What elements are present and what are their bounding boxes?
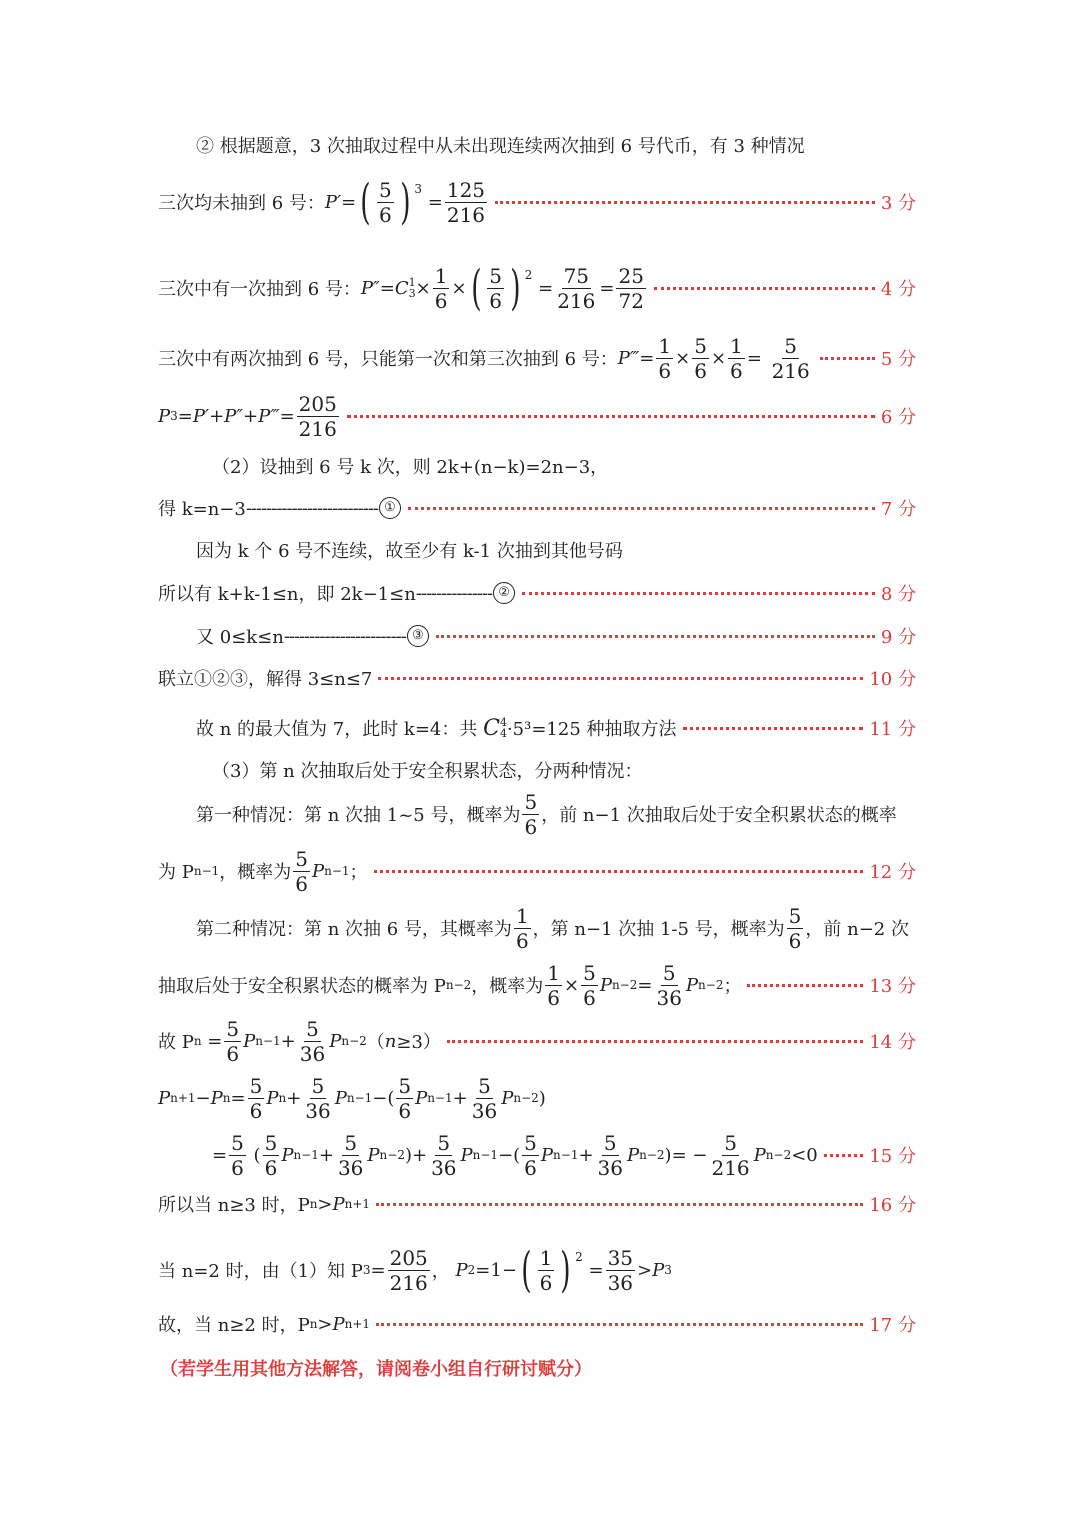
part2-e-text: 又 0≤k≤n <box>196 627 284 648</box>
part2-k-text: 得 k=n−3 <box>158 499 246 520</box>
case-none-text: 三次均未抽到 6 号： <box>158 193 325 214</box>
part3-e-line: 抽取后处于安全积累状态的概率为 P n−2 ，概率为 $\frac{1}{6}$ × $\frac{5}{6}$ P n−2 = $\frac{5}{36}$ P n−2 ； 13 分 <box>158 960 916 1010</box>
dotted-leader <box>824 1154 864 1157</box>
score-mark: 9 分 <box>880 627 916 648</box>
case-two-line <box>158 328 916 388</box>
part2-g-text: 故 n 的最大值为 7，此时 k=4：共 <box>196 719 478 740</box>
score-mark: 16 分 <box>869 1195 916 1216</box>
part3-d-text: 第二种情况：第 n 次抽 6 号，其概率为 <box>196 919 512 940</box>
p2-formula: = $\frac{205}{216}$ ， P 2 =1− ( $\frac{1}{6}$ ) 2 = $\frac{35}{36}$ > P 3 <box>370 1242 672 1298</box>
dotted-leader <box>654 287 875 290</box>
recurrence-formula: = $\frac{5}{6}$ P n−1 + $\frac{5}{36}$ P n−2 （ n ≥3） <box>201 1016 441 1066</box>
score-mark: 11 分 <box>869 719 916 740</box>
part3-g-line <box>158 1068 916 1128</box>
part2-c-text: 因为 k 个 6 号不连续，故至少有 k-1 次抽到其他号码 <box>196 541 623 562</box>
score-mark: 8 分 <box>880 584 916 605</box>
part3-d3-text: ，前 n−2 次 <box>805 919 909 940</box>
part2-d-text: 所以有 k+k-1≤n，即 2k−1≤n <box>158 584 416 605</box>
score-mark: 13 分 <box>869 976 916 997</box>
part3-k-line: 故，当 n≥2 时，P n > P n+1 17 分 <box>158 1294 916 1354</box>
part2-g2-text: ·5³=125 种抽取方法 <box>506 719 677 740</box>
dotted-leader <box>447 1040 863 1043</box>
difference-formula: P n+1 − P n = $\frac{5}{6}$ P n + $\frac{5}{36}$ P n−1 −( $\frac{5}{6}$ P n−1 + $\frac{5}{36}$ P n−2 ) <box>158 1073 546 1123</box>
part3-i-line: 所以当 n≥3 时，P n > P n+1 16 分 <box>158 1174 916 1234</box>
difference-expansion: = $\frac{5}{6}$ ( $\frac{5}{6}$ P n−1 + $\frac{5}{36}$ P n−2 )+ $\frac{5}{36}$ P n−1 −( $\frac{5}{6}$ P n−1 + $\frac{5}{36}$ P n−2 )= − $\frac{5}{216}$ P n−2 <0 <box>212 1130 818 1180</box>
case-none-line <box>158 172 916 232</box>
formula-p3: P‴ = $\frac{1}{6}$ × $\frac{5}{6}$ × $\frac{1}{6}$ = $\frac{5}{216}$ <box>617 333 810 383</box>
dotted-leader <box>376 1203 863 1206</box>
score-mark: 10 分 <box>869 669 916 690</box>
part3-e2-text: ，概率为 <box>471 976 544 997</box>
score-mark: 4 分 <box>880 279 916 300</box>
dash-leader: ------------------------ <box>283 625 406 647</box>
part3-f-line: 故 P n = $\frac{5}{6}$ P n−1 + $\frac{5}{36}$ P n−2 （ n ≥3） 14 分 <box>158 1016 916 1066</box>
dotted-leader <box>683 727 864 730</box>
dotted-leader <box>495 201 875 204</box>
part3-e-text: 抽取后处于安全积累状态的概率为 P <box>158 976 446 997</box>
case-two-text: 三次中有两次抽到 6 号，只能第一次和第三次抽到 6 号： <box>158 349 618 370</box>
score-mark: 6 分 <box>880 407 916 428</box>
grading-note: （若学生用其他方法解答，请阅卷小组自行研讨赋分） <box>160 1359 592 1380</box>
dotted-leader <box>747 984 863 987</box>
score-mark: 12 分 <box>869 862 916 883</box>
case-one-text: 三次中有一次抽到 6 号： <box>158 279 361 300</box>
circled-three: ③ <box>407 625 429 647</box>
part3-c-line: 为 P n−1 ，概率为 $\frac{5}{6}$ P n−1 ； 12 分 <box>158 846 916 896</box>
formula-p1: P′ = ( $\frac{5}{6}$ ) 3 = $\frac{125}{216}$ <box>324 174 486 230</box>
part3-intro-text: （3）第 n 次抽取后处于安全积累状态，分两种情况： <box>212 761 643 782</box>
header-line <box>196 115 916 175</box>
part3-j-text: 当 n=2 时，由（1）知 P <box>158 1261 363 1282</box>
score-mark: 14 分 <box>869 1032 916 1053</box>
dotted-leader <box>374 870 864 873</box>
part3-d2-text: ，第 n−1 次抽 1-5 号，概率为 <box>532 919 785 940</box>
formula-p2: P″ = C 1 3 × $\frac{1}{6}$ × ( $\frac{5}{6}$ ) 2 = $\frac{75}{216}$ = $\frac{25}{72}$ <box>360 260 644 316</box>
frac-5-6: $\frac{5}{6}$ <box>788 903 802 953</box>
part3-k-text: 故，当 n≥2 时，P <box>158 1315 310 1336</box>
part2-intro-text: （2）设抽到 6 号 k 次，则 2k+(n−k)=2n−3， <box>212 457 609 478</box>
dotted-leader <box>378 677 863 680</box>
circled-two: ② <box>493 582 515 604</box>
formula-pn2: $\frac{1}{6}$ × $\frac{5}{6}$ P n−2 = $\frac{5}{36}$ P n−2 ； <box>547 960 742 1010</box>
dotted-leader <box>408 507 875 510</box>
part2-f-text: 联立①②③，解得 3≤n≤7 <box>158 669 373 690</box>
header-text: ② 根据题意，3 次抽取过程中从未出现连续两次抽到 6 号代币，有 3 种情况 <box>196 136 805 157</box>
combination-c44: C 4 4 <box>483 715 507 741</box>
part3-b-text: 第一种情况：第 n 次抽 1~5 号，概率为 <box>196 805 521 826</box>
score-mark: 3 分 <box>880 193 916 214</box>
part3-d-line <box>196 898 916 958</box>
part3-i-text: 所以当 n≥3 时，P <box>158 1195 310 1216</box>
dotted-leader <box>347 415 875 418</box>
dotted-leader <box>522 592 875 595</box>
dotted-leader <box>376 1323 863 1326</box>
part3-b2-text: ，前 n−1 次抽取后处于安全积累状态的概率 <box>541 805 897 826</box>
case-one-line <box>158 258 916 318</box>
dotted-leader <box>820 357 875 360</box>
part3-c2-text: ，概率为 <box>219 862 292 883</box>
score-mark: 7 分 <box>880 499 916 520</box>
part3-f-text: 故 P <box>158 1032 194 1053</box>
score-mark: 15 分 <box>869 1146 916 1167</box>
score-mark: 17 分 <box>869 1315 916 1336</box>
circled-one: ① <box>379 497 401 519</box>
score-mark: 5 分 <box>880 349 916 370</box>
part3-b-line <box>196 784 916 844</box>
part3-j-line: 当 n=2 时，由（1）知 P 3 = $\frac{205}{216}$ ， P 2 =1− ( $\frac{1}{6}$ ) 2 = $\frac{35}{36}$ > P 3 <box>158 1242 672 1298</box>
formula-p3-total: P 3 = P′ + P″ + P‴ = $\frac{205}{216}$ <box>158 391 337 441</box>
dotted-leader <box>436 635 875 638</box>
dash-leader: --------------- <box>415 582 493 604</box>
frac-5-6: $\frac{5}{6}$ <box>524 789 538 839</box>
frac-1-6: $\frac{1}{6}$ <box>515 903 529 953</box>
part3-c-text: 为 P <box>158 862 194 883</box>
dash-leader: -------------------------- <box>245 497 378 519</box>
formula-5-6-pn1: $\frac{5}{6}$ P n−1 ； <box>295 846 368 896</box>
